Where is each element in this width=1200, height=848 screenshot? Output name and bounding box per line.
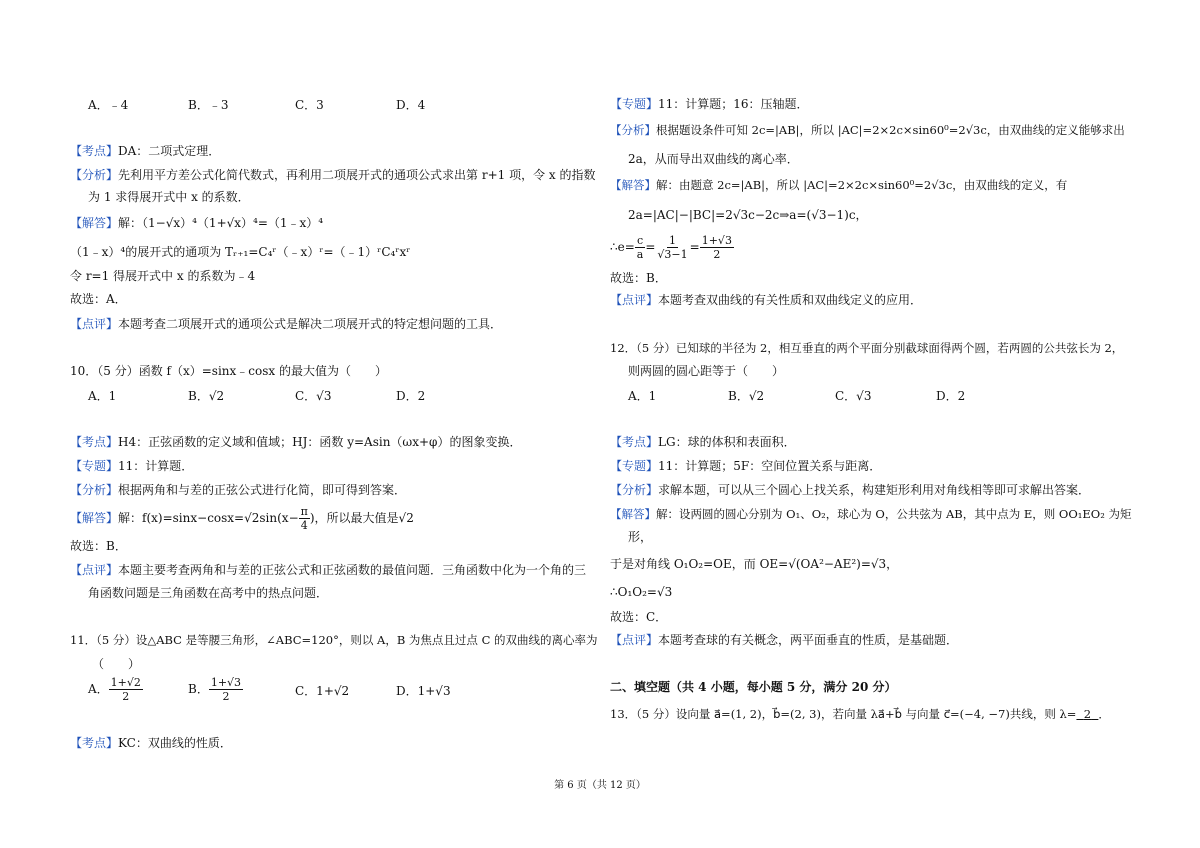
q9-jieda-text-1: 解：（1−√x）⁴（1+√x）⁴=（1﹣x）⁴ [118,216,324,230]
q11-fenxi-text-2: 2a，从而导出双曲线的离心率． [628,152,799,166]
q11-kaodian [70,735,232,751]
dianping-tag: 【点评】 [70,317,119,331]
q12-stem-1: 12．（5 分）已知球的半径为 2，相互垂直的两个平面分别截球面得两个圆，若两圆的公共弦长为 2， [610,341,1124,355]
q11-fenxi-text-1: 根据题设条件可知 2c=|AB|，所以 |AC|=2×2c×sin60⁰=2√3c，由双曲线的定义能够求出 [656,123,1125,137]
fraction-numerator: 1+√2 [110,676,141,689]
q11-fenxi [610,122,1125,138]
q9-option-b: B．﹣3 [188,98,229,112]
q12-kaodian [610,434,796,450]
q11-option-b [188,676,243,703]
fraction-numerator: 1+√3 [701,234,732,247]
fraction-numerator: 1+√3 [210,676,242,689]
q12-option-d: D．2 [936,389,966,403]
q11-jieda-text-2: 2a=|AC|−|BC|=2√3c−2c⇒a=(√3−1)c， [628,208,868,222]
q10-stem: 10．（5 分）函数 f（x）=sinx﹣cosx 的最大值为（ ） [70,364,387,378]
q11-option-c: C．1+√2 [295,684,350,698]
fraction-numerator: π [300,505,308,518]
q12-kaodian-text: LG：球的体积和表面积． [658,435,796,449]
eccentricity-prefix: ∴e= [610,240,635,254]
q9-fenxi [70,167,595,183]
fraction-denominator: 2 [222,690,230,703]
q12-zhuanti [610,458,881,474]
jieda-tag: 【解答】 [610,507,656,521]
q12-jieda-text-2: 形， [628,530,653,544]
q9-option-d: D．4 [396,98,426,112]
q11-stem-1: 11．（5 分）设△ABC 是等腰三角形，∠ABC=120°，则以 A，B 为焦点且过点 C 的双曲线的离心率为 [70,633,598,647]
fraction-numerator: c [636,234,644,247]
q11-zhuanti [610,96,809,112]
dianping-tag: 【点评】 [70,563,119,577]
q12-jieda-text-1: 解：设两圆的圆心分别为 O₁、O₂，球心为 O，公共弦为 AB，其中点为 E，则 OO₁EO₂ 为矩 [656,507,1132,521]
q9-fenxi-text-2: 为 1 求得展开式中 x 的系数． [88,190,250,204]
q10-option-a: A．1 [88,389,117,403]
q10-guxuan: 故选：B． [70,539,127,553]
fraction-denominator: a [636,248,644,261]
jieda-tag: 【解答】 [70,511,119,525]
q10-zhuanti [70,458,193,474]
q10-jieda-post: )，所以最大值是√2 [309,511,414,525]
q11-zhuanti-text: 11：计算题；16：压轴题． [658,97,809,111]
q10-option-b: B．√2 [188,389,225,403]
q11-guxuan: 故选：B． [610,271,667,285]
q12-stem-2: 则两圆的圆心距等于（ ） [628,364,785,378]
q13-stem [610,706,1110,722]
q11-kaodian-text: KC：双曲线的性质． [118,736,232,750]
option-label: B． [188,682,209,696]
q9-option-c: C．3 [295,98,324,112]
q9-guxuan: 故选：A． [70,292,127,306]
kaodian-tag: 【考点】 [610,435,659,449]
q12-dianping-text: 本题考查球的有关概念，两平面垂直的性质，是基础题． [658,633,959,647]
q12-option-b: B．√2 [728,389,765,403]
pi-over-4-fraction [299,505,310,532]
zhuanti-tag: 【专题】 [610,97,659,111]
q13-answer: 2 [1083,707,1092,721]
fenxi-tag: 【分析】 [610,123,656,137]
q9-jieda [70,215,323,231]
q10-fenxi [70,482,406,498]
q12-fenxi-text: 求解本题，可以从三个圆心上找关系，构建矩形利用对角线相等即可求解出答案． [658,483,1091,497]
dianping-tag: 【点评】 [610,633,659,647]
q12-option-c: C．√3 [835,389,872,403]
q9-fenxi-text-1: 先利用平方差公式化简代数式，再利用二项展开式的通项公式求出第 r+1 项，令 x 的指数 [118,168,596,182]
q11-jieda-text-1: 解：由题意 2c=|AB|，所以 |AC|=2×2c×sin60⁰=2√3c，由双曲线的定义，有 [656,178,1068,192]
q12-fenxi [610,482,1090,498]
q12-dianping [610,632,958,648]
q13-answer-blank [1076,707,1098,721]
q9-dianping-text: 本题考查二项展开式的通项公式是解决二项展开式的特定想问题的工具． [118,317,503,331]
q10-jieda [70,505,414,532]
fraction-denominator: 4 [300,519,308,532]
option-label: A． [88,682,109,696]
q9-option-a: A．﹣4 [88,98,129,112]
q10-kaodian-text: H4：正弦函数的定义域和值域；HJ：函数 y=Asin（ωx+φ）的图象变换． [118,435,522,449]
q11-jieda [610,177,1067,193]
q11-stem-2: （ ） [92,657,141,671]
q9-kaodian-text: DA：二项式定理． [118,144,221,158]
fenxi-tag: 【分析】 [70,168,119,182]
result-fraction [700,234,734,261]
dianping-tag: 【点评】 [610,293,659,307]
fraction-denominator: 2 [122,690,130,703]
q10-option-c: C．√3 [295,389,332,403]
q13-stem-text: 13．（5 分）设向量 a⃗=(1, 2)，b⃗=(2, 3)，若向量 λa⃗+b⃗ 与向量 c⃗=(−4, −7)共线，则 λ= [610,707,1077,721]
q12-jieda [610,506,1131,522]
page-footer: 第 6 页（共 12 页） [554,780,646,791]
kaodian-tag: 【考点】 [70,144,119,158]
one-over-root3-minus-1-fraction [655,234,689,261]
q11-jieda-eccentricity: ∴e= $\frac{c}{a}$ = $\frac{1}{√3-1}$ = $\frac{1+√3}{2}$ [610,234,732,261]
option-b-fraction [209,676,243,703]
c-over-a-fraction [635,234,646,261]
q11-dianping-text: 本题考查双曲线的有关性质和双曲线定义的应用． [658,293,923,307]
q11-option-d: D．1+√3 [396,684,451,698]
q10-fenxi-text: 根据两角和与差的正弦公式进行化简，即可得到答案． [118,483,407,497]
q12-jieda-text-4: ∴O₁O₂=√3 [610,585,673,599]
option-a-fraction [109,676,143,703]
zhuanti-tag: 【专题】 [70,459,119,473]
q13-stem-end: ． [1098,707,1110,721]
q10-dianping [70,562,586,578]
q9-jieda-text-3: 令 r=1 得展开式中 x 的系数为﹣4 [70,269,256,283]
jieda-tag: 【解答】 [610,178,656,192]
q11-dianping [610,292,922,308]
fraction-denominator: √3−1 [657,248,688,261]
q12-option-a: A．1 [628,389,657,403]
q12-zhuanti-text: 11：计算题；5F：空间位置关系与距离． [658,459,882,473]
q11-option-a [88,676,143,703]
q12-jieda-text-3: 于是对角线 O₁O₂=OE，而 OE=√(OA²−AE²)=√3， [610,557,899,571]
q10-jieda-pre: 解：f(x)=sinx−cosx=√2sin(x− [118,511,299,525]
q9-kaodian [70,143,220,159]
kaodian-tag: 【考点】 [70,435,119,449]
fenxi-tag: 【分析】 [70,483,119,497]
q10-zhuanti-text: 11：计算题． [118,459,194,473]
fraction-numerator: 1 [669,234,677,247]
kaodian-tag: 【考点】 [70,736,119,750]
q10-kaodian [70,434,521,450]
q10-dianping-text-1: 本题主要考查两角和与差的正弦公式和正弦函数的最值问题．三角函数中化为一个角的三 [118,563,587,577]
q10-option-d: D．2 [396,389,426,403]
q9-dianping [70,316,502,332]
q12-guxuan: 故选：C． [610,610,668,624]
jieda-tag: 【解答】 [70,216,119,230]
section-title: 二、填空题（共 4 小题，每小题 5 分，满分 20 分） [610,680,897,694]
q10-dianping-text-2: 角函数问题是三角函数在高考中的热点问题． [88,586,329,600]
q9-jieda-text-2: （1﹣x）⁴的展开式的通项为 Tᵣ₊₁=C₄ʳ（﹣x）ʳ=（﹣1）ʳC₄ʳxʳ [70,245,411,259]
fenxi-tag: 【分析】 [610,483,659,497]
fraction-denominator: 2 [713,248,721,261]
zhuanti-tag: 【专题】 [610,459,659,473]
